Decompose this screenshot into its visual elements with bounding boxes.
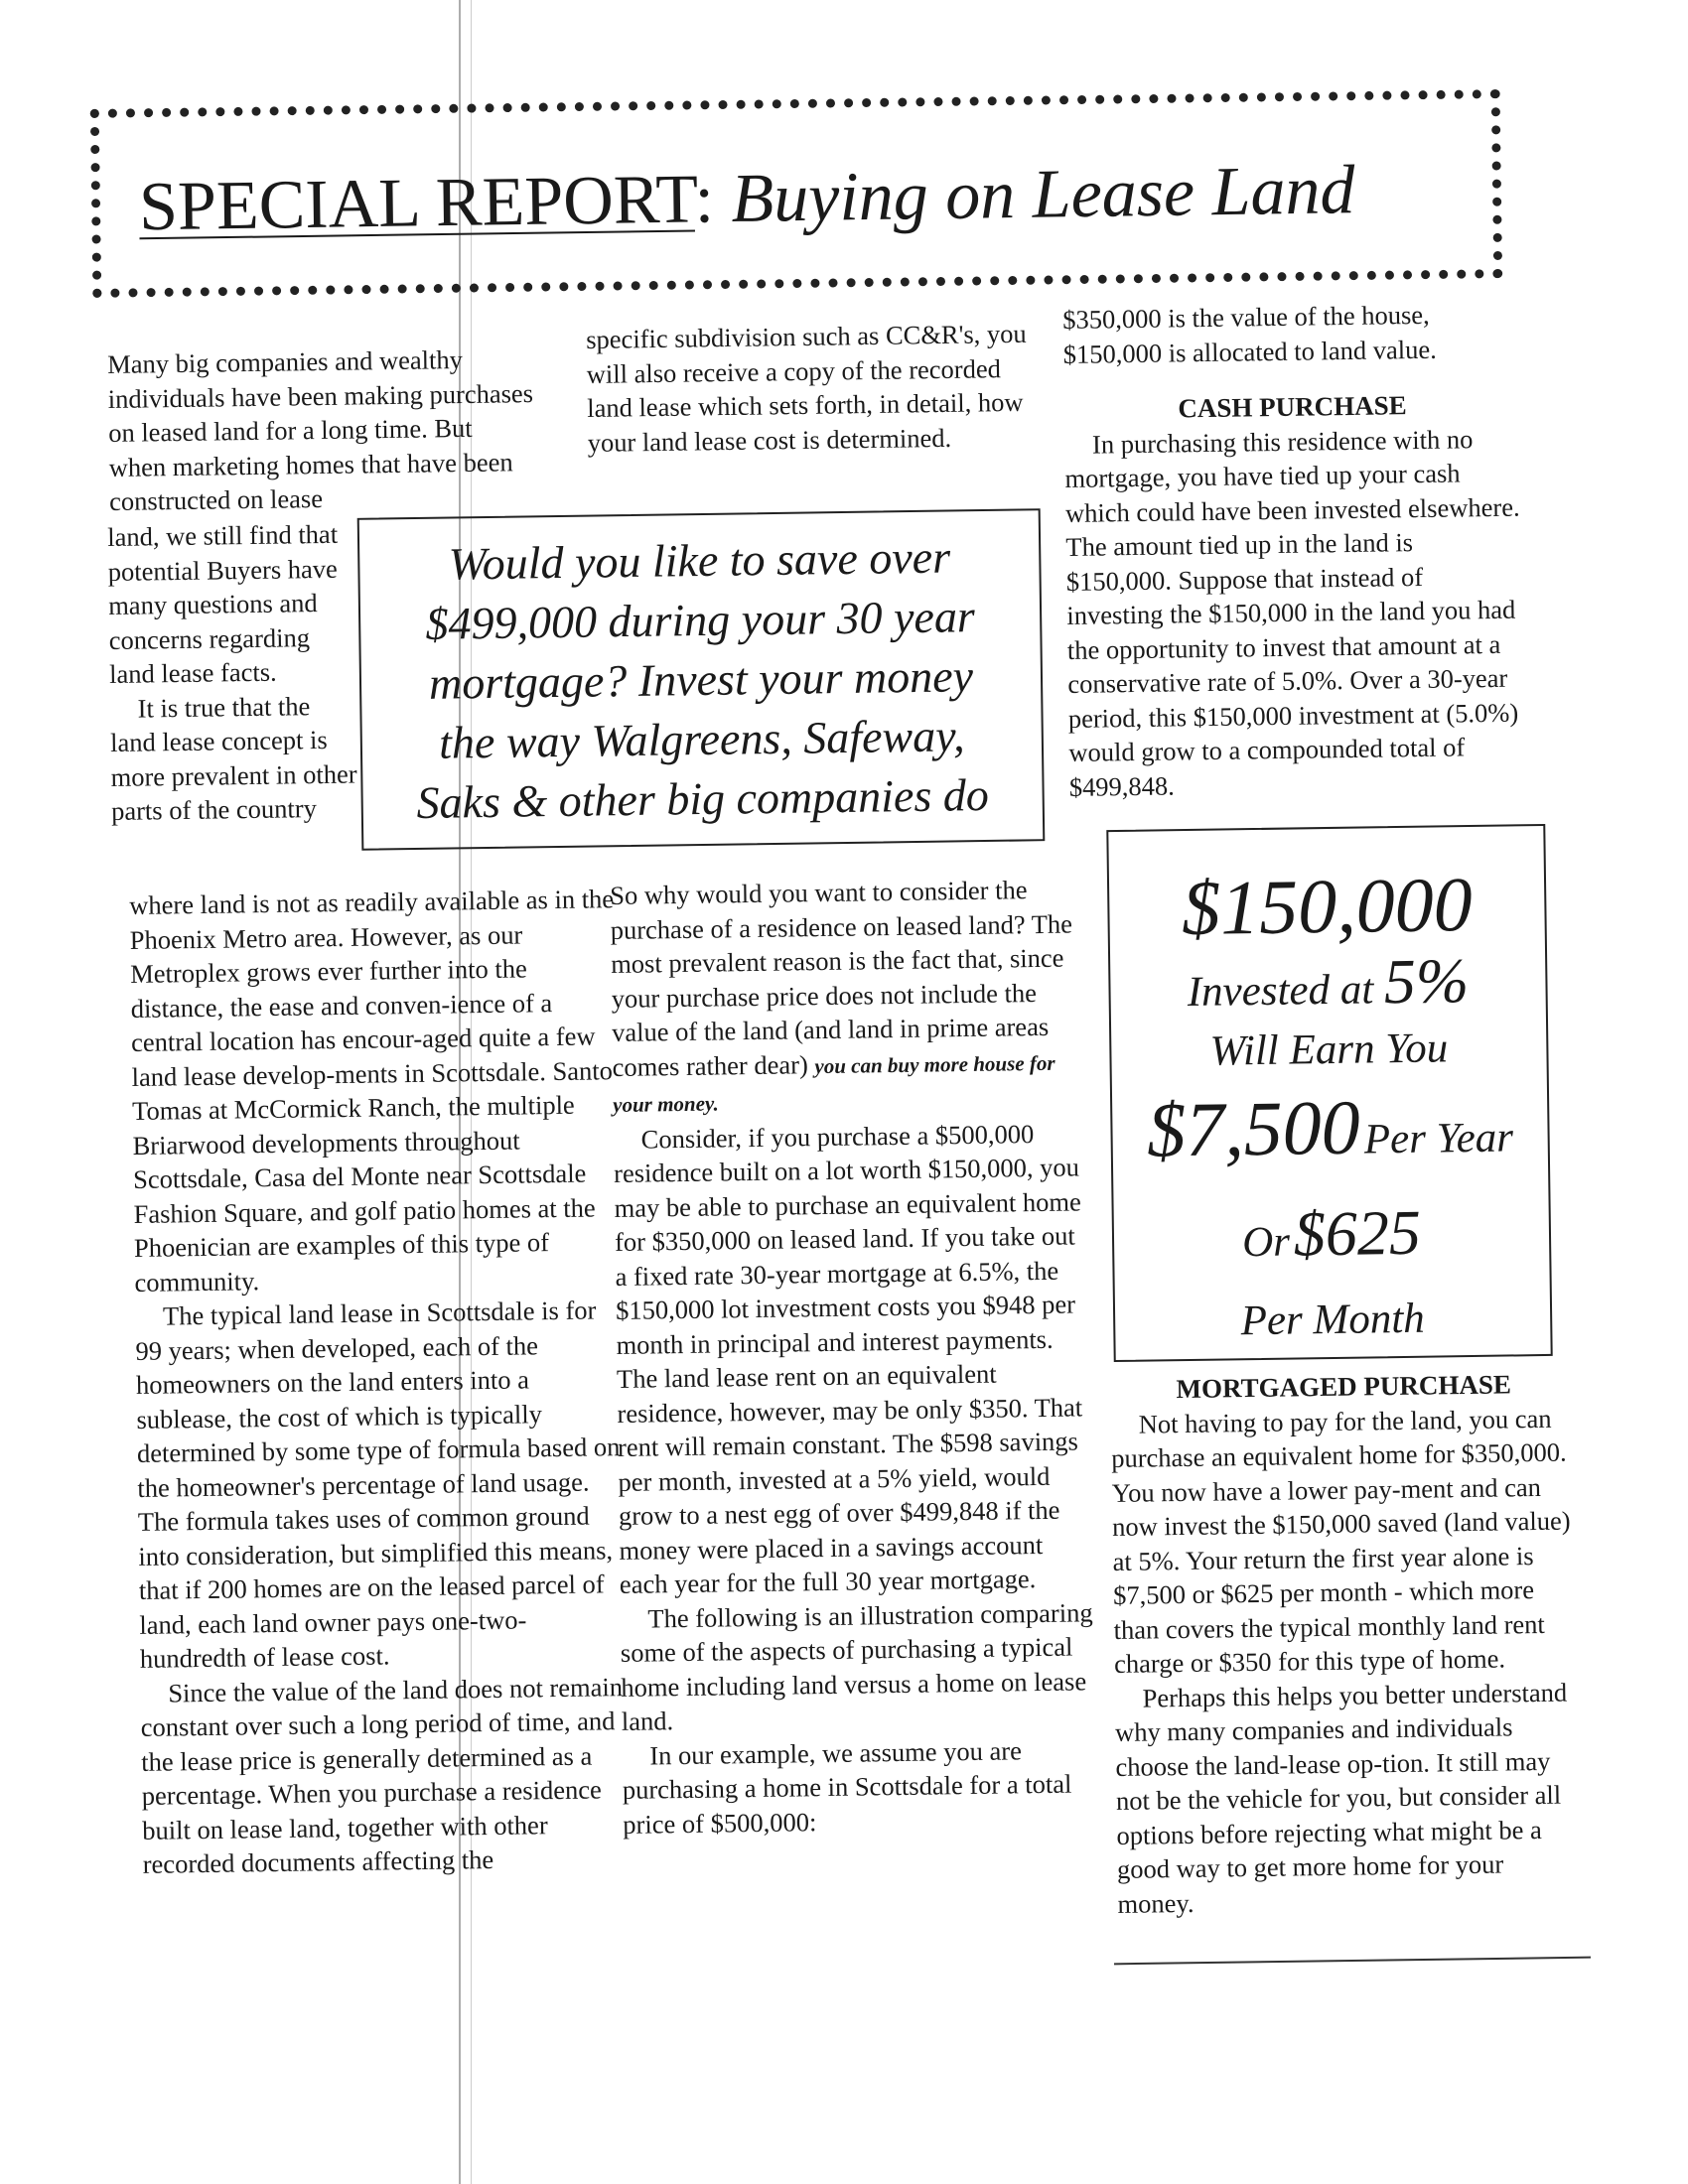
- paragraph: land, we still find that potential Buyers have many questions and concerns regarding land lease facts.: [107, 518, 339, 689]
- earnings-rate-line: [1110, 945, 1546, 1024]
- paragraph: Perhaps this helps you better understand why many companies and individuals choose the land-lease op-tion. It still may not be the vehicle for you, but consider all options before rejecting what might be a good way to get more home for your money.: [1114, 1677, 1568, 1919]
- paragraph: [610, 872, 1087, 1122]
- per-month-label: Per Month: [1240, 1295, 1426, 1345]
- promo-box: [357, 508, 1046, 851]
- rate-value: 5%: [1383, 945, 1470, 1018]
- earnings-box: [1106, 824, 1552, 1362]
- invested-at-label: Invested at: [1187, 966, 1374, 1016]
- earnings-yearly-line: [1112, 1077, 1549, 1197]
- or-label: Or: [1241, 1218, 1291, 1267]
- promo-line: $499,000 during your 30 year: [425, 590, 976, 649]
- paragraph: specific subdivision such as CC&R's, you will also receive a copy of the recorded land lease which sets forth, in detail, how your land lease cost is determined.: [586, 318, 1027, 458]
- column3-lower: [1110, 1366, 1585, 1921]
- per-year-label: Per Year: [1363, 1114, 1514, 1163]
- monthly-amount: $625: [1293, 1196, 1422, 1270]
- paragraph: In our example, we assume you are purchasing a home in Scottsdale for a total price of $500,000:: [622, 1734, 1072, 1840]
- title-subtitle: Buying on Lease Land: [730, 152, 1355, 237]
- paragraph: It is true that the land lease concept is more prevalent in other parts of the country: [109, 690, 357, 826]
- earnings-amount: $150,000: [1181, 860, 1474, 952]
- promo-line: Would you like to save over: [448, 530, 951, 590]
- column1-lower: [129, 882, 628, 1881]
- paragraph: $350,000 is the value of the house, $150,000 is allocated to land value.: [1062, 299, 1437, 369]
- will-earn-label: Will Earn You: [1209, 1024, 1449, 1075]
- paragraph-text: So why would you want to consider the purchase of a residence on leased land? The most prevalent reason is the fact that, since your purchase price does not include the value of the land (and land in prime areas comes rather dear): [610, 875, 1073, 1082]
- paragraph: The following is an illustration comparing some of the aspects of purchasing a typical home including land versus a home on lease land.: [620, 1596, 1093, 1736]
- section-heading-cash: CASH PURCHASE: [1178, 390, 1407, 424]
- yearly-amount: $7,500: [1146, 1083, 1361, 1173]
- page-title: [138, 120, 1461, 278]
- paragraph: Many big companies and wealthy individuals have been making purchases on leased land for a long time. But when marketing homes that have been constructed on lease: [107, 344, 534, 516]
- paragraph: Not having to pay for the land, you can purchase an equivalent home for $350,000. You now have a lower pay-ment and can now invest the $150,000 saved (land value) at 5%. Your return the first year alone is $7,500 or $625 per month - which more than covers the typical monthly land rent charge or $350 for this type of home.: [1110, 1403, 1571, 1679]
- title-lead: SPECIAL REPORT: [138, 161, 696, 246]
- column1-top: [107, 341, 536, 518]
- column1-narrow: [107, 517, 359, 829]
- column2-top: [586, 317, 1035, 460]
- paragraph: where land is not as readily available as in the Phoenix Metro area. However, as our Metroplex grows ever further into the distance, the ease and conven-ience of a central location has encour-aged quite a few land lease develop-ments in Scottsdale. Santo Tomas at McCormick Ranch, the multiple Briarwood developments throughout Scottsdale, Casa del Monte near Scottsdale Fashion Square, and golf patio homes at the Phoenician are examples of this type of community.: [129, 884, 615, 1297]
- section-heading-mortgaged: MORTGAGED PURCHASE: [1176, 1369, 1512, 1405]
- earnings-monthly-line: [1113, 1191, 1549, 1294]
- promo-line: the way Walgreens, Safeway,: [438, 709, 965, 768]
- paragraph: Since the value of the land does not remain constant over such a long period of time, and the lease price is generally determined as a percentage. When you purchase a residence built on lease land, together with other recorded documents affecting the: [140, 1671, 624, 1879]
- paragraph: In purchasing this residence with no mortgage, you have tied up your cash which could have been invested elsewhere. The amount tied up in the land is $150,000. Suppose that instead of investing the $150,000 in the land you had the opportunity to invest that amount at a conservative rate of 5.0%. Over a 30-year period, this $150,000 investment at (5.0%) would grow to a compounded total of $499,848.: [1064, 423, 1520, 802]
- bottom-rule: [1114, 1957, 1591, 1966]
- emphasis-text: you can buy more house for your money.: [613, 1050, 1055, 1117]
- title-colon: :: [693, 160, 733, 238]
- promo-line: mortgage? Invest your money: [428, 649, 974, 709]
- column3-top: [1062, 297, 1526, 804]
- paragraph: The typical land lease in Scottsdale is for 99 years; when developed, each of the homeowners on the land enters into a sublease, the cost of which is typically determined by some type of formula based on the homeowner's percentage of land usage. The formula takes uses of common ground into consideration, but simplified this means, that if 200 homes are on the leased parcel of land, each land owner pays one-two-hundredth of lease cost.: [135, 1295, 621, 1674]
- column2-lower: [610, 872, 1097, 1842]
- paragraph: Consider, if you purchase a $500,000 residence built on a lot worth $150,000, you may be able to purchase an equivalent home for $350,000 on leased land. If you take out a fixed rate 30-year mortgage at 6.5%, the $150,000 lot investment costs you $948 per month in principal and interest payments. The land lease rent on an equivalent residence, however, may be only $350. That rent will remain constant. The $598 savings per month, invested at a 5% yield, would grow to a nest egg of over $499,848 if the money were placed in a savings account each year for the full 30 year mortgage.: [613, 1118, 1083, 1599]
- promo-line: Saks & other big companies do: [416, 768, 990, 828]
